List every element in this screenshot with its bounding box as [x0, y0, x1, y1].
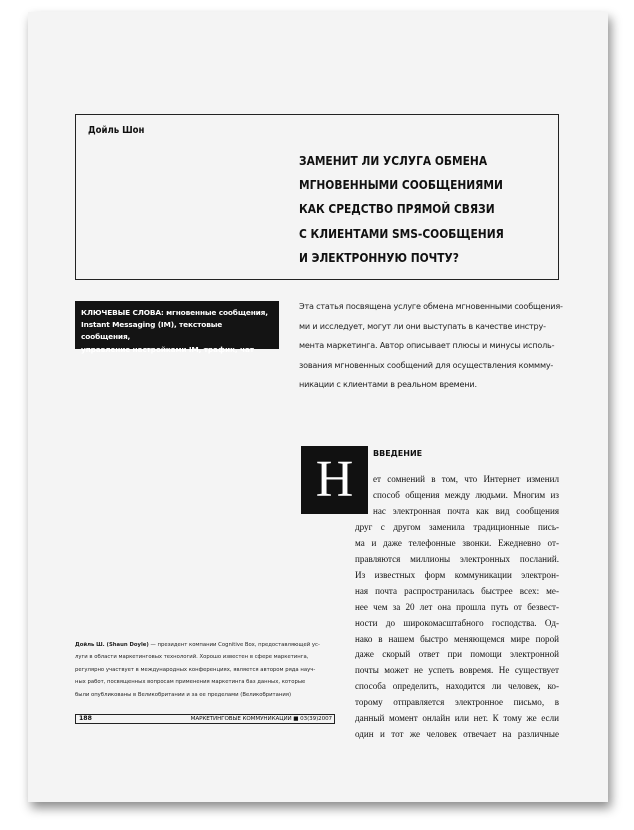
- headline-line: С КЛИЕНТАМИ SMS-СООБЩЕНИЯ: [299, 225, 504, 241]
- body-line: ная почта распространилась быстрее всех: ме-: [355, 585, 559, 596]
- journal-page: [28, 12, 608, 802]
- page-number: 188: [79, 715, 92, 722]
- body-line: нако в нашем быстро меняющемся мире порой: [355, 633, 559, 644]
- body-line: нее чем за 20 лет она прошла путь от безвест-: [355, 601, 559, 612]
- body-line: правляются миллионы электронных посланий.: [355, 553, 559, 564]
- abstract: [299, 297, 561, 395]
- section-heading: ВВЕДЕНИЕ: [373, 449, 423, 458]
- body-line: ет сомнений в том, что Интернет изменил: [373, 474, 559, 484]
- author-name: Дойль Шон: [88, 125, 145, 136]
- keywords-line: КЛЮЧЕВЫЕ СЛОВА: мгновенные сообщения,: [81, 308, 268, 317]
- body-line: способ общения между людьми. Многим из: [373, 489, 559, 500]
- bio-line: луги в области маркетинговых технологий. Хорошо известен в сфере маркетинга,: [75, 654, 309, 661]
- bio-line: [75, 639, 337, 651]
- bio-text: — президент компании Cognitive Box, предоставляющей ус-: [148, 642, 320, 648]
- page-footer: [75, 714, 335, 724]
- headline-line: КАК СРЕДСТВО ПРЯМОЙ СВЯЗИ: [299, 201, 495, 217]
- abstract-line: Эта статья посвящена услуге обмена мгновенными сообщения-: [299, 301, 563, 311]
- keywords-line: Instant Messaging (IM), текстовые сообщения,: [81, 320, 223, 342]
- journal-name: МАРКЕТИНГОВЫЕ КОММУНИКАЦИИ ■ 03(39)2007: [190, 716, 332, 722]
- abstract-line: зования мгновенных сообщений для осуществления коммму-: [299, 359, 554, 370]
- body-text: [355, 472, 559, 743]
- body-line: торому отправляется электронное письмо, в: [355, 697, 559, 708]
- abstract-line: ми и исследует, могут ли они выступать в качестве инстру-: [299, 320, 546, 331]
- bio-line: ных работ, посвященных вопросам применения маркетинга баз данных, которые: [75, 679, 306, 686]
- title-frame: [75, 114, 559, 280]
- author-bio: [75, 639, 337, 701]
- body-line: ма и даже телефонные звонки. Ежедневно от-: [355, 537, 559, 548]
- body-line: способа определить, находится ли человек, ко-: [355, 681, 559, 692]
- bio-line: были опубликованы в Великобритании и за ее пределами (Великобритания): [75, 691, 292, 698]
- body-line: один и тот же человек отвечает на различные: [355, 729, 559, 740]
- body-line: нас электронная почта как вид сообщения: [373, 505, 559, 516]
- body-line: ности до широкомасштабного господства. Од-: [355, 617, 559, 628]
- keywords-box: [75, 301, 279, 354]
- body-line: Из известных форм коммуникации электрон-: [355, 569, 559, 580]
- bio-name: Дойль Ш. (Shaun Doyle): [75, 642, 149, 648]
- body-line: друг с другом заменила традиционные пись-: [355, 521, 559, 532]
- bio-line: регулярно участвует в международных конференциях, является автором ряда науч-: [75, 666, 316, 673]
- keywords-line: управление настройками IM, трафик, чат: [81, 344, 254, 354]
- headline-line: МГНОВЕННЫМИ СООБЩЕНИЯМИ: [299, 177, 503, 193]
- article-headline: [299, 149, 514, 270]
- abstract-line: мента маркетинга. Автор описывает плюсы и минусы исполь-: [299, 340, 555, 351]
- headline-line: И ЭЛЕКТРОННУЮ ПОЧТУ?: [299, 249, 459, 265]
- body-line: почты может не успеть вовремя. Не существует: [355, 665, 559, 676]
- body-line: даже скорый ответ при помощи электронной: [355, 649, 559, 660]
- abstract-line: никации с клиентами в реальном времени.: [299, 379, 477, 390]
- drop-cap: Н: [301, 446, 368, 514]
- headline-line: ЗАМЕНИТ ЛИ УСЛУГА ОБМЕНА: [299, 153, 488, 168]
- body-line: данный момент онлайн или нет. К тому же если: [355, 713, 559, 724]
